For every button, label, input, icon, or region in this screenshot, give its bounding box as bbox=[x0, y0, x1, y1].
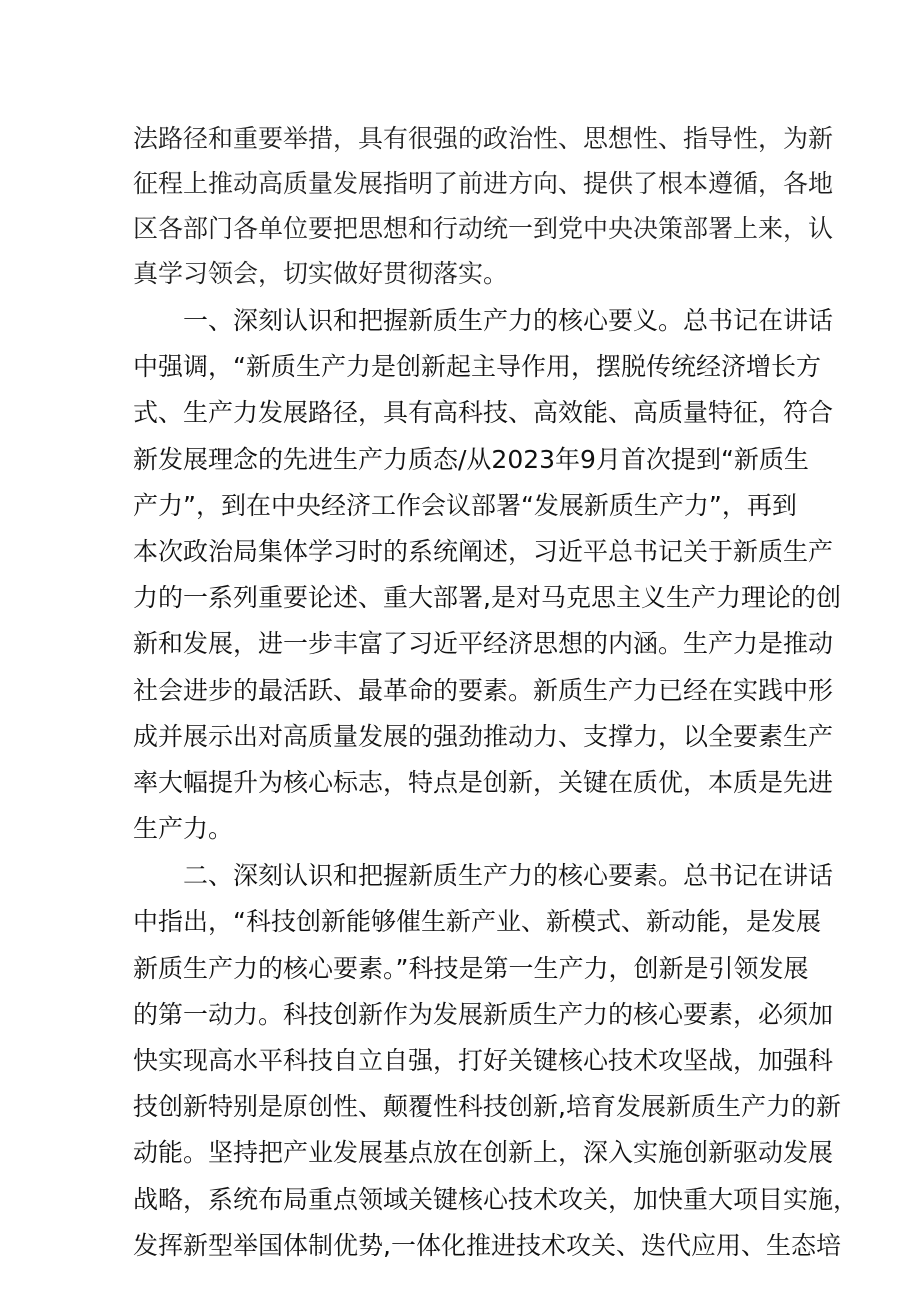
text-line: 力的一系列重要论述、重大部署,是对马克思主义生产力理论的创 bbox=[133, 583, 841, 613]
text-line: 本次政治局集体学习时的系统阐述，习近平总书记关于新质生产 bbox=[133, 536, 834, 566]
text-line: 新质生产力的核心要素。”科技是第一生产力，创新是引领发展 bbox=[133, 953, 809, 983]
paragraph-continuation bbox=[0, 116, 920, 296]
text-line: 技创新特别是原创性、颠覆性科技创新,培育发展新质生产力的新 bbox=[133, 1092, 841, 1122]
text-line: 率大幅提升为核心标志，特点是创新，关键在质优，本质是先进 bbox=[133, 767, 834, 797]
text-line: 的第一动力。科技创新作为发展新质生产力的核心要素，必须加 bbox=[133, 999, 834, 1029]
paragraph-core-elements bbox=[0, 853, 920, 1269]
text-line: 中强调，“新质生产力是创新起主导作用，摆脱传统经济增长方 bbox=[133, 352, 821, 382]
text-line: 中指出，“科技创新能够催生新产业、新模式、新动能，是发展 bbox=[133, 907, 821, 937]
text-line: 一、深刻认识和把握新质生产力的核心要义。总书记在讲话 bbox=[183, 306, 834, 335]
text-line: 征程上推动高质量发展指明了前进方向、提供了根本遵循，各地 bbox=[133, 169, 834, 198]
text-line: 产力”，到在中央经济工作会议部署“发展新质生产力”，再到 bbox=[133, 490, 797, 520]
text-line: 战略，系统布局重点领域关键核心技术攻关，加快重大项目实施， bbox=[133, 1184, 859, 1214]
text-line: 成并展示出对高质量发展的强劲推动力、支撑力，以全要素生产 bbox=[133, 721, 834, 751]
paragraph-core-meaning bbox=[0, 298, 920, 852]
text-line: 式、生产力发展路径，具有高科技、高效能、高质量特征，符合 bbox=[133, 398, 834, 428]
text-line: 发挥新型举国体制优势,一体化推进技术攻关、迭代应用、生态培 bbox=[133, 1230, 841, 1260]
text-line: 二、深刻认识和把握新质生产力的核心要素。总书记在讲话 bbox=[183, 861, 834, 891]
text-line: 动能。坚持把产业发展基点放在创新上，深入实施创新驱动发展 bbox=[133, 1138, 834, 1168]
text-line: 真学习领会，切实做好贯彻落实。 bbox=[133, 259, 509, 288]
text-line: 社会进步的最活跃、最革命的要素。新质生产力已经在实践中形 bbox=[133, 675, 834, 705]
text-line: 法路径和重要举措，具有很强的政治性、思想性、指导性，为新 bbox=[133, 124, 834, 153]
text-line: 新发展理念的先进生产力质态/从2023年9月首次提到“新质生 bbox=[133, 444, 809, 474]
text-line: 区各部门各单位要把思想和行动统一到党中央决策部署上来，认 bbox=[133, 214, 834, 243]
text-line: 生产力。 bbox=[133, 814, 234, 844]
text-line: 快实现高水平科技自立自强，打好关键核心技术攻坚战，加强科 bbox=[133, 1046, 834, 1075]
text-line: 新和发展，进一步丰富了习近平经济思想的内涵。生产力是推动 bbox=[133, 629, 834, 659]
